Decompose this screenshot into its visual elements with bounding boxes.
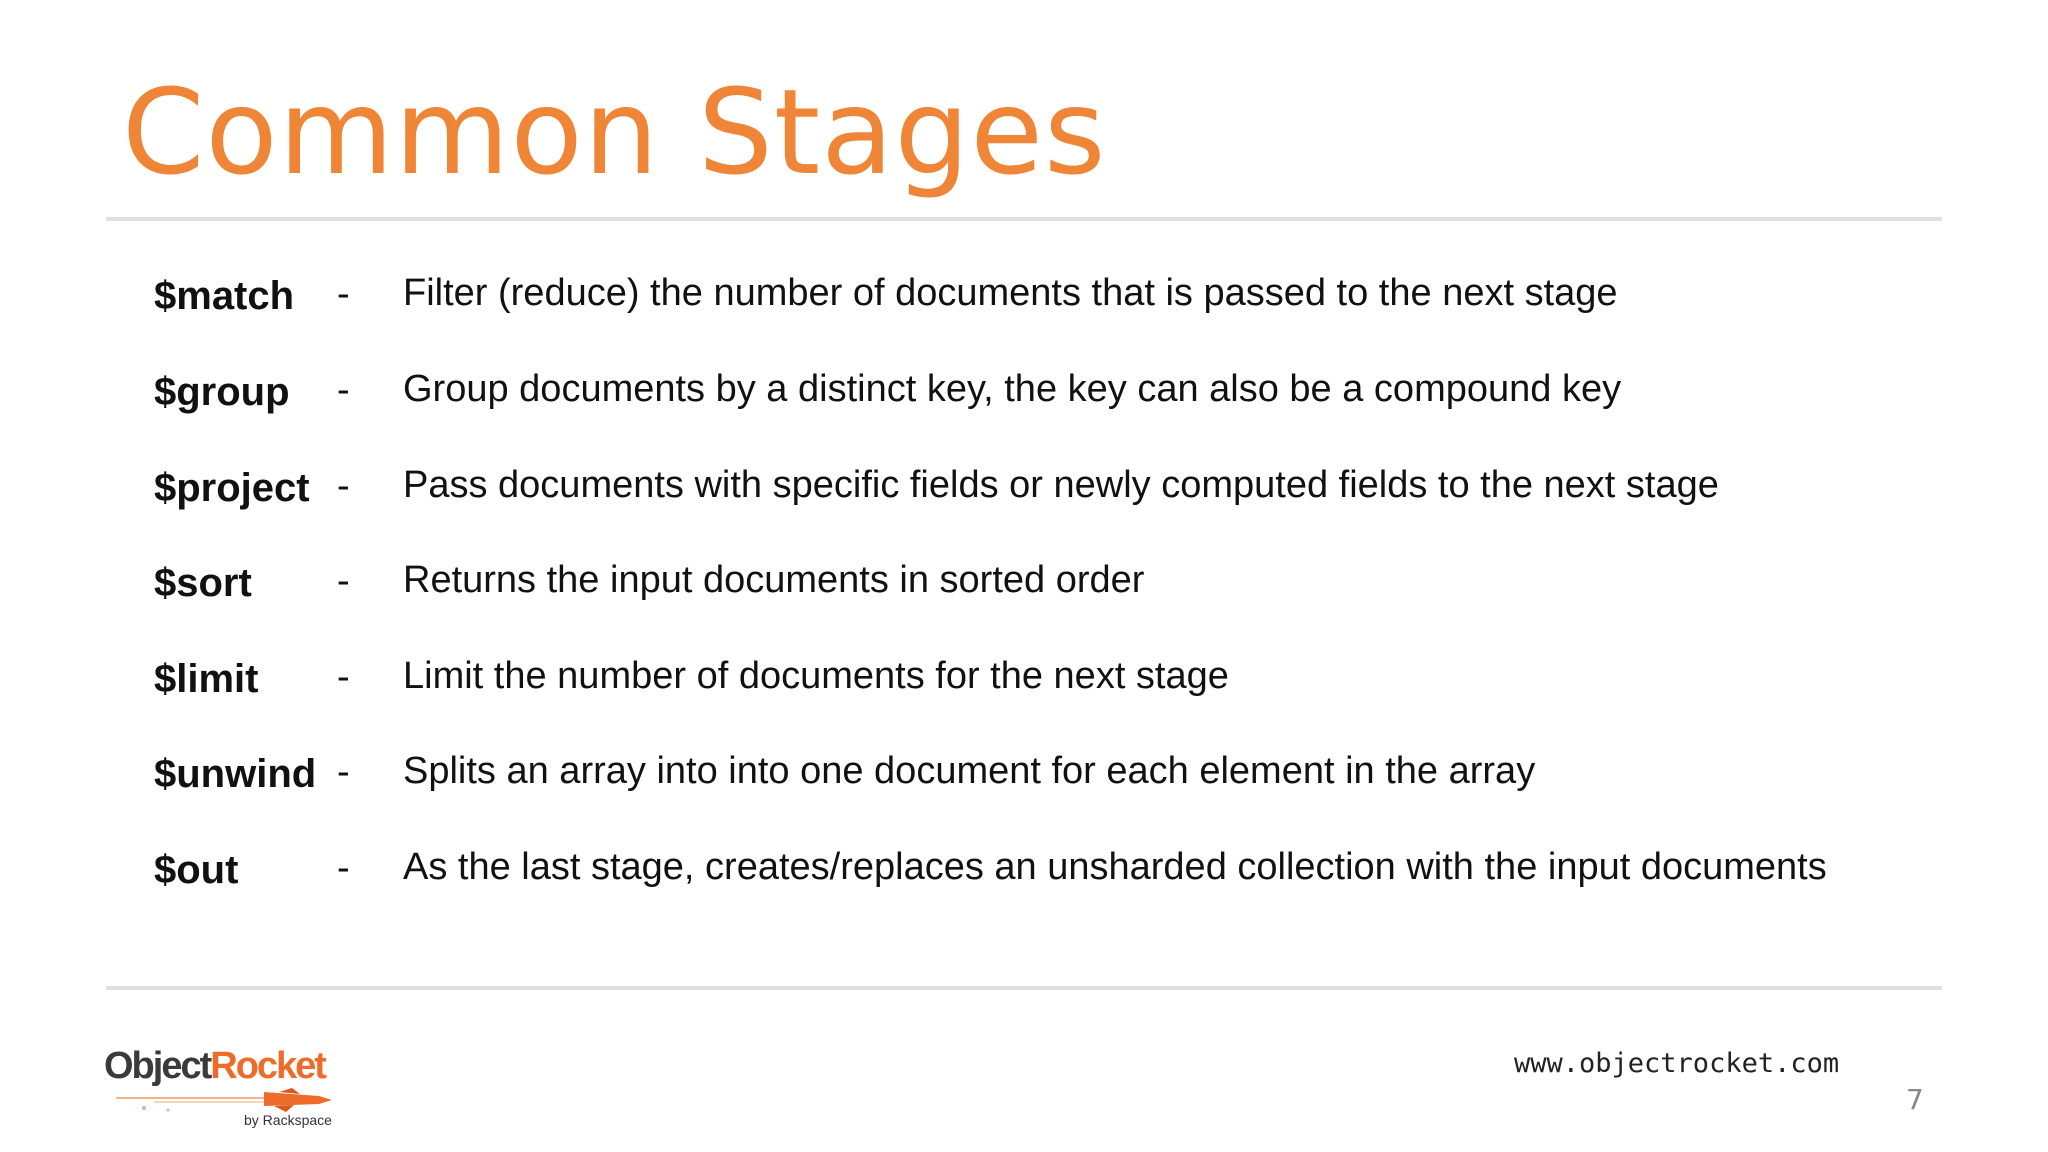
stage-description: Pass documents with specific fields or newly computed fields to the next stage: [403, 464, 1719, 506]
objectrocket-logo: [104, 1044, 344, 1134]
logo-word-rocket: Rocket: [210, 1045, 325, 1087]
rocket-icon: [114, 1088, 344, 1114]
stage-name: $unwind: [154, 752, 317, 796]
slide-title: Common Stages: [122, 63, 1107, 201]
stage-row-match: [0, 266, 2048, 326]
stage-row-limit: [0, 649, 2048, 709]
stage-row-sort: [0, 553, 2048, 613]
stage-description: Limit the number of documents for the next stage: [403, 655, 1229, 697]
stage-description: Splits an array into into one document for each element in the array: [403, 750, 1536, 792]
stage-separator: -: [337, 560, 350, 602]
top-divider: [106, 217, 1942, 221]
stage-separator: -: [337, 751, 350, 793]
bottom-divider: [106, 986, 1942, 990]
stage-separator: -: [337, 656, 350, 698]
stage-description: As the last stage, creates/replaces an unsharded collection with the input documents: [403, 846, 1827, 888]
logo-wordmark: [104, 1044, 325, 1088]
stage-name: $group: [154, 370, 290, 414]
stage-separator: -: [337, 465, 350, 507]
stage-description: Returns the input documents in sorted order: [403, 559, 1145, 601]
stage-row-out: [0, 840, 2048, 900]
stage-row-project: [0, 458, 2048, 518]
stage-separator: -: [337, 369, 350, 411]
stage-name: $limit: [154, 657, 259, 701]
stage-description: Filter (reduce) the number of documents that is passed to the next stage: [403, 272, 1618, 314]
logo-word-object: Object: [104, 1045, 211, 1087]
page-number: 7: [1906, 1083, 1924, 1116]
stage-separator: -: [337, 273, 350, 315]
stage-row-unwind: [0, 744, 2048, 804]
stage-separator: -: [337, 847, 350, 889]
stage-name: $project: [154, 466, 310, 510]
stage-name: $sort: [154, 561, 252, 605]
logo-byline: by Rackspace: [244, 1112, 332, 1128]
stage-name: $out: [154, 848, 239, 892]
stage-row-group: [0, 362, 2048, 422]
stage-name: $match: [154, 274, 295, 318]
website-url: www.objectrocket.com: [1514, 1048, 1840, 1079]
stage-description: Group documents by a distinct key, the key can also be a compound key: [403, 368, 1622, 410]
